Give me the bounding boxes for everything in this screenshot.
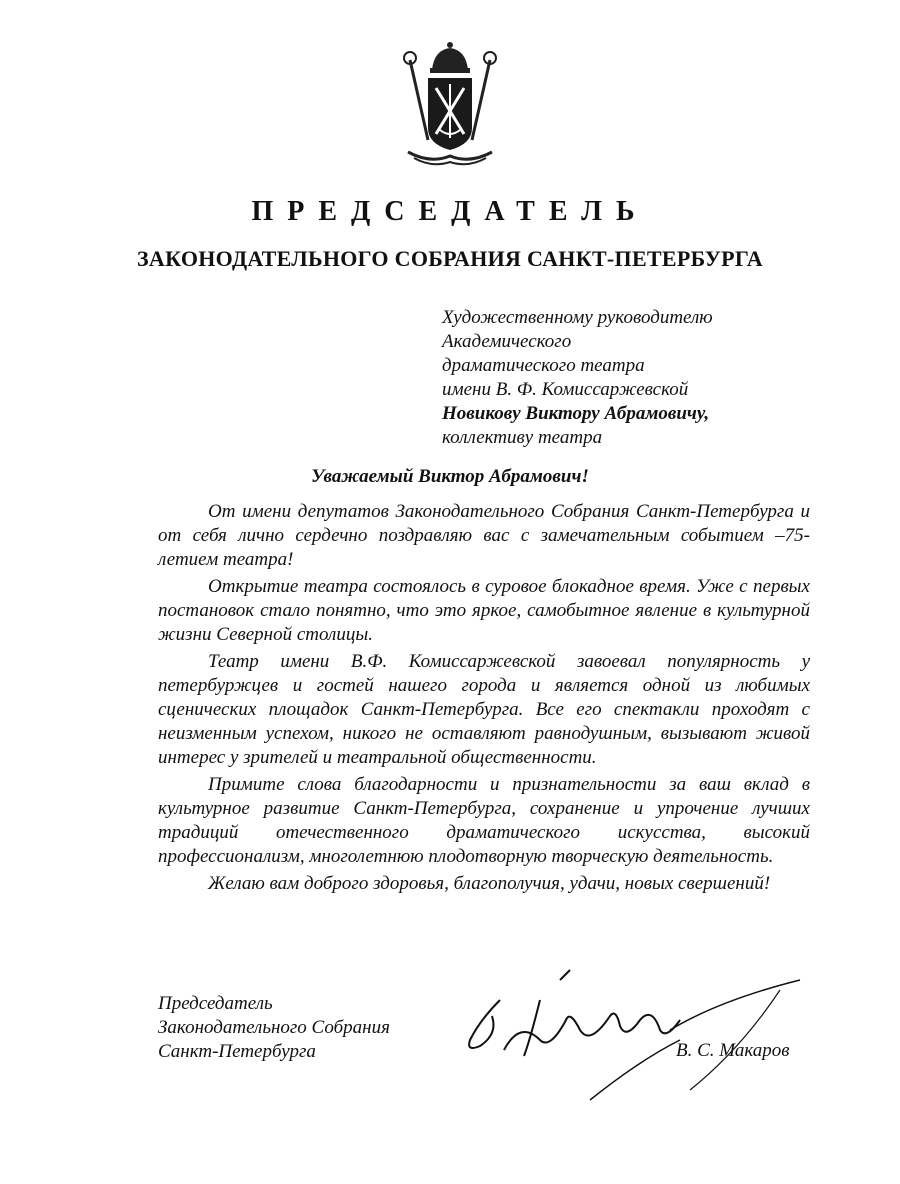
body-paragraph: Театр имени В.Ф. Комиссаржевской завоевал популярность у петербуржцев и гостей нашего города и является одной из любимых сценических площадок Санкт-Петербурга. Все его спектакли проходят с неизменным успехом, никого не оставляют равнодушным, вызывают живой интерес у зрителей и театральной общественности.: [158, 651, 810, 768]
page-title: ПРЕДСЕДАТЕЛЬ: [251, 196, 649, 227]
body-paragraph: Открытие театра состоялось в суровое блокадное время. Уже с первых постановок стало понятно, что это яркое, самобытное явление в культурной жизни Северной столицы.: [158, 576, 810, 645]
body-paragraph: От имени депутатов Законодательного Собрания Санкт-Петербурга и от себя лично сердечно поздравляю вас с замечательным событием –75-летием театра!: [158, 501, 810, 570]
addressee-line: имени В. Ф. Комиссаржевской: [442, 379, 689, 400]
position-line: Санкт-Петербурга: [158, 1041, 316, 1062]
signer-name: В. С. Макаров: [676, 1040, 790, 1061]
coat-of-arms-icon: [400, 40, 500, 170]
addressee-name: Новикову Виктору Абрамовичу,: [442, 403, 710, 424]
body-paragraph: Желаю вам доброго здоровья, благополучия, удачи, новых свершений!: [208, 873, 771, 894]
position-line: Председатель: [158, 993, 273, 1014]
addressee-line: коллективу театра: [442, 427, 603, 448]
handwritten-signature-icon: [440, 960, 820, 1110]
position-line: Законодательного Собрания: [158, 1017, 390, 1038]
addressee-block: [442, 306, 882, 450]
letter-body: [158, 500, 810, 899]
page-subtitle: ЗАКОНОДАТЕЛЬНОГО СОБРАНИЯ САНКТ-ПЕТЕРБУРГА: [137, 246, 763, 271]
body-paragraph: Примите слова благодарности и признательности за ваш вклад в культурное развитие Санкт-Петербурга, сохранение и упрочение лучших традиций отечественного драматического искусства, высокий профессионализм, многолетнюю плодотворную творческую деятельность.: [158, 774, 810, 867]
salutation: Уважаемый Виктор Абрамович!: [311, 466, 589, 487]
addressee-line: драматического театра: [442, 355, 645, 376]
addressee-line: Художественному руководителю: [442, 307, 713, 328]
signatory-position: [158, 992, 458, 1064]
addressee-line: Академического: [442, 331, 572, 352]
